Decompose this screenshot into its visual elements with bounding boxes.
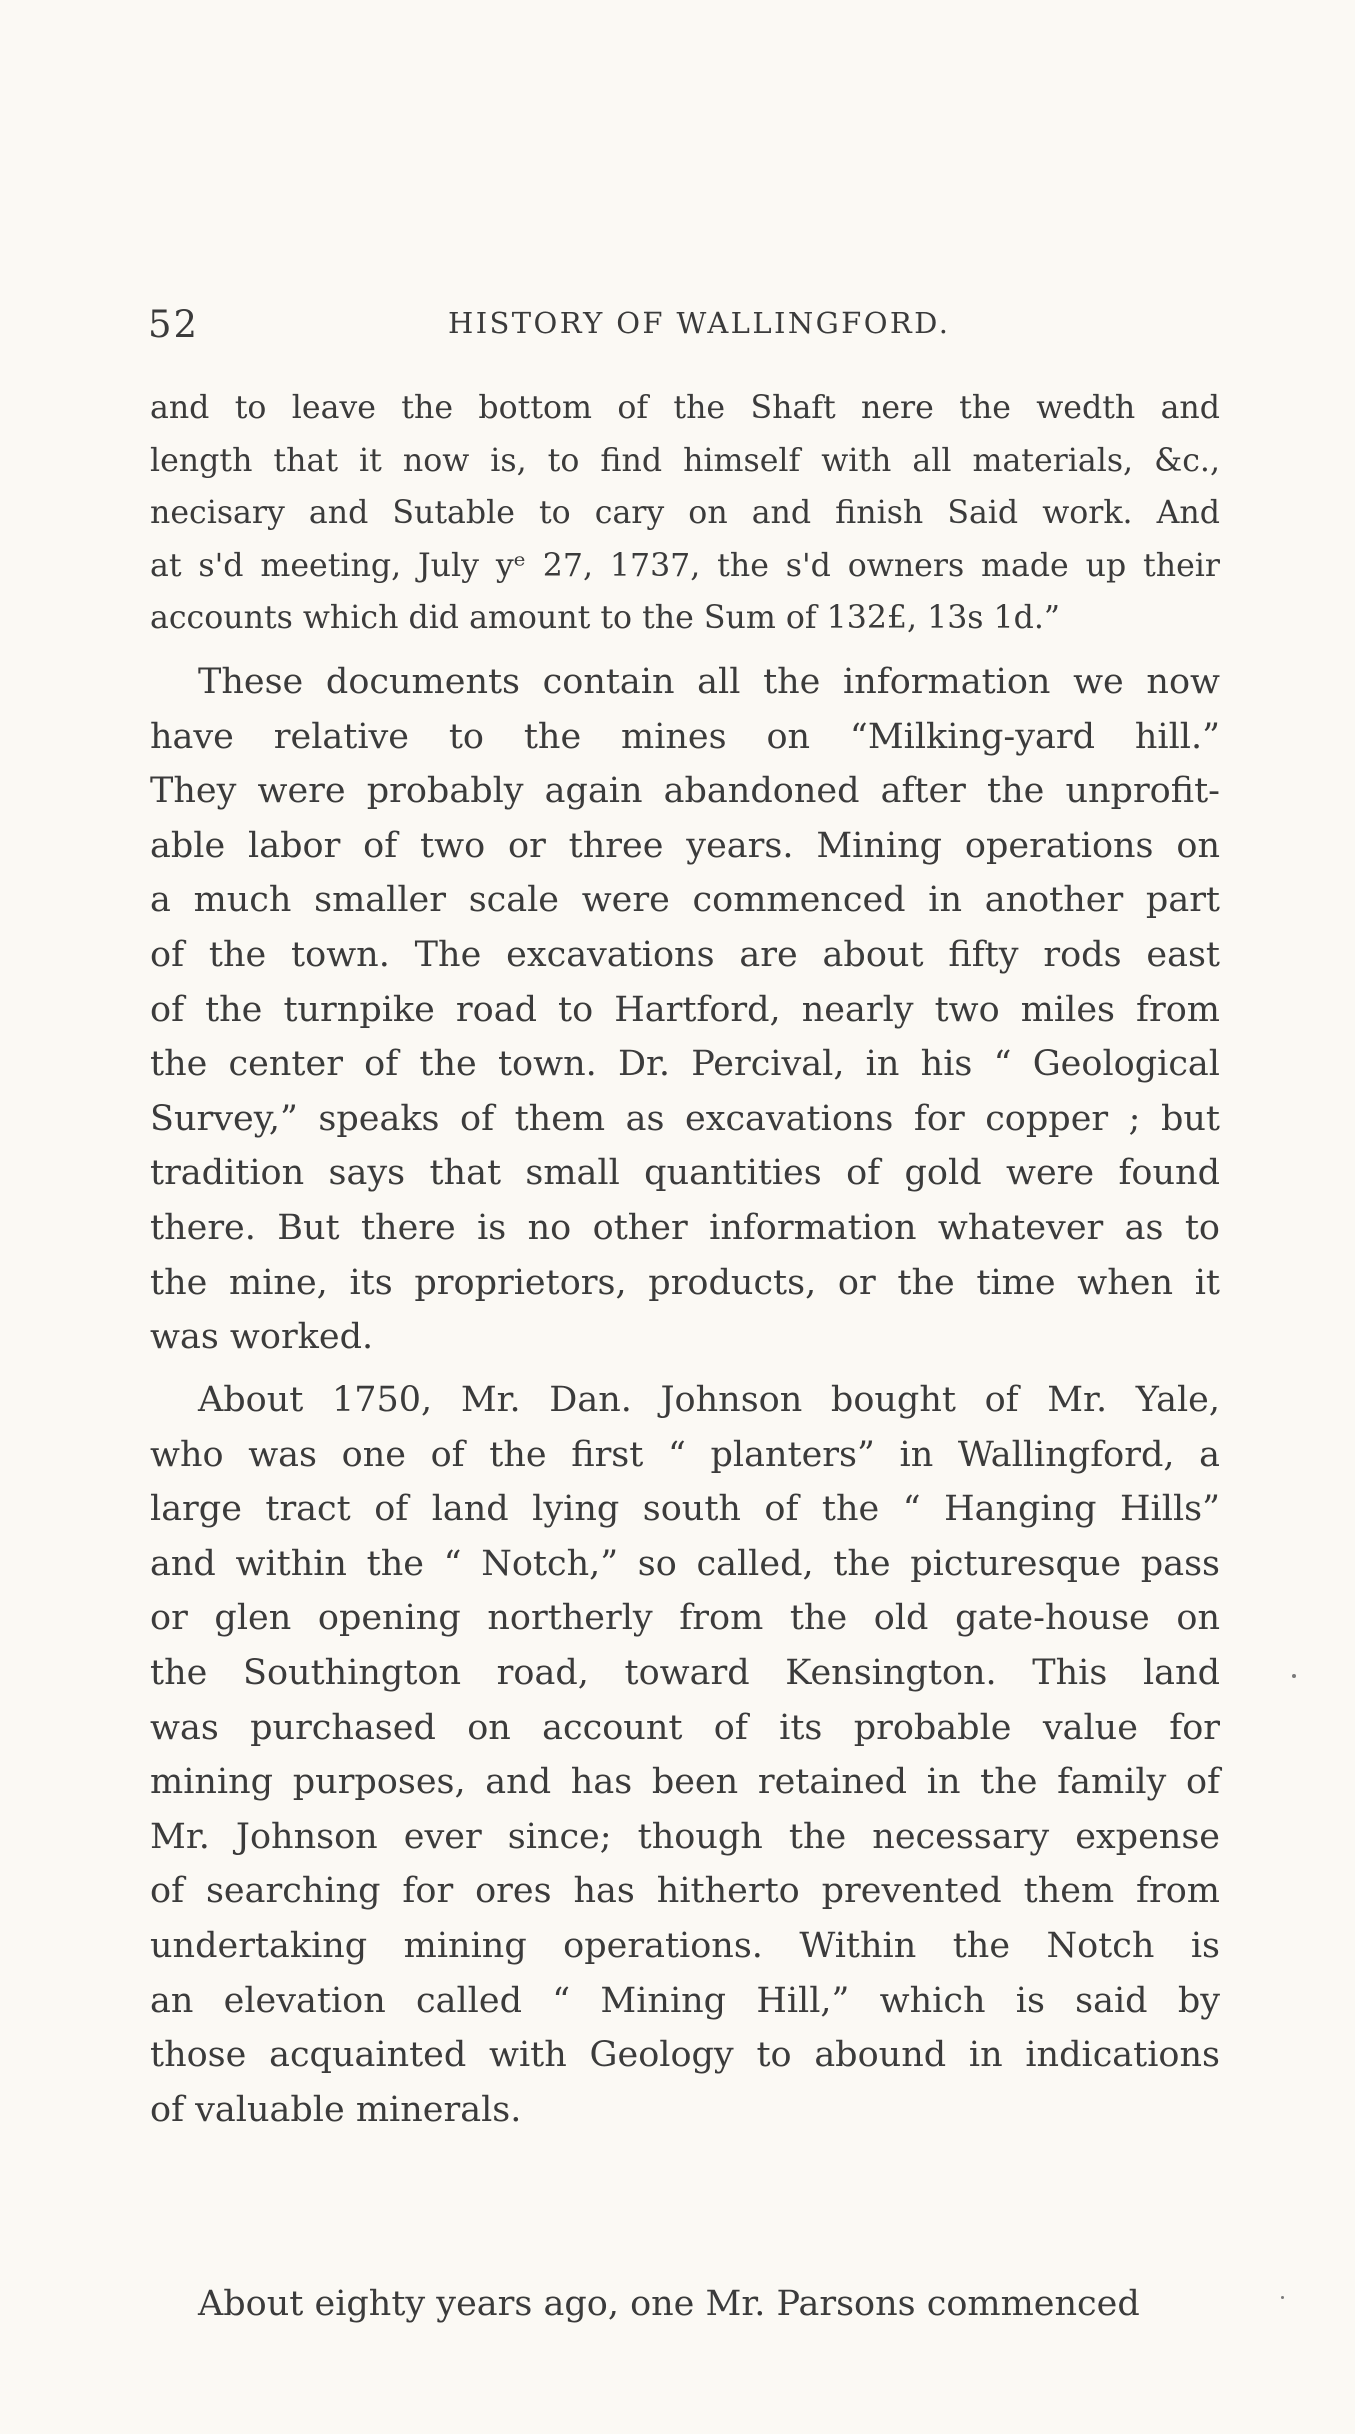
paragraph-parsons	[150, 2277, 1220, 2332]
quoted-document-paragraph	[150, 382, 1220, 645]
text-line: undertaking mining operations. Within the Notch is	[150, 1925, 1220, 1966]
text-line: length that it now is, to find himself with all materials, &c.,	[150, 442, 1220, 479]
text-line: accounts which did amount to the Sum of 132£, 13s 1d.”	[150, 600, 1061, 636]
text-line: a much smaller scale were commenced in another part	[150, 880, 1220, 921]
text-line: who was one of the first “ planters” in Wallingford, a	[150, 1434, 1220, 1475]
text-line: an elevation called “ Mining Hill,” which is said by	[150, 1980, 1220, 2021]
text-line: of searching for ores has hitherto prevented them from	[150, 1871, 1220, 1912]
text-line: About eighty years ago, one Mr. Parsons commenced	[198, 2284, 1140, 2324]
text-line: Mr. Johnson ever since; though the necessary expense	[150, 1816, 1220, 1857]
text-line: of the town. The excavations are about fifty rods east	[150, 934, 1220, 975]
text-line: and to leave the bottom of the Shaft nere the wedth and	[150, 390, 1220, 426]
text-line: the center of the town. Dr. Percival, in his “ Geological	[150, 1044, 1220, 1085]
text-line: large tract of land lying south of the “ Hanging Hills”	[150, 1489, 1220, 1530]
running-head	[148, 303, 1228, 351]
text-line: at s'd meeting, July yᵉ 27, 1737, the s'd owners made up their	[150, 547, 1220, 584]
text-line: Survey,” speaks of them as excavations for copper ; but	[150, 1098, 1220, 1139]
text-line: They were probably again abandoned after the unprofit-	[150, 771, 1220, 812]
running-title: HISTORY OF WALLINGFORD.	[448, 306, 951, 340]
text-line: tradition says that small quantities of gold were found	[150, 1153, 1220, 1194]
page-speck	[1292, 1674, 1296, 1678]
text-line: was purchased on account of its probable value for	[150, 1707, 1220, 1748]
text-line: About 1750, Mr. Dan. Johnson bought of Mr. Yale,	[198, 1380, 1220, 1420]
text-line: there. But there is no other information whatever as to	[150, 1207, 1220, 1248]
text-line: the mine, its proprietors, products, or the time when it	[150, 1262, 1220, 1303]
text-line: These documents contain all the information we now	[198, 662, 1220, 702]
text-line: was worked.	[150, 1317, 374, 1358]
text-line: and within the “ Notch,” so called, the picturesque pass	[150, 1543, 1220, 1584]
page-number: 52	[148, 303, 200, 346]
paragraph-johnson	[150, 1373, 1220, 2137]
text-line: of the turnpike road to Hartford, nearly two miles from	[150, 989, 1220, 1030]
text-line: or glen opening northerly from the old gate-house on	[150, 1598, 1220, 1639]
text-line: have relative to the mines on “Milking-yard hill.”	[150, 716, 1220, 757]
text-line: necisary and Sutable to cary on and finish Said work. And	[150, 495, 1220, 531]
text-line: able labor of two or three years. Mining operations on	[150, 825, 1220, 866]
text-line: mining purposes, and has been retained in the family of	[150, 1762, 1220, 1803]
text-line: of valuable minerals.	[150, 2089, 522, 2130]
text-line: the Southington road, toward Kensington. This land	[150, 1652, 1220, 1693]
text-line: those acquainted with Geology to abound in indications	[150, 2035, 1220, 2076]
paragraph-documents	[150, 655, 1220, 1365]
page-speck	[1281, 2296, 1284, 2299]
